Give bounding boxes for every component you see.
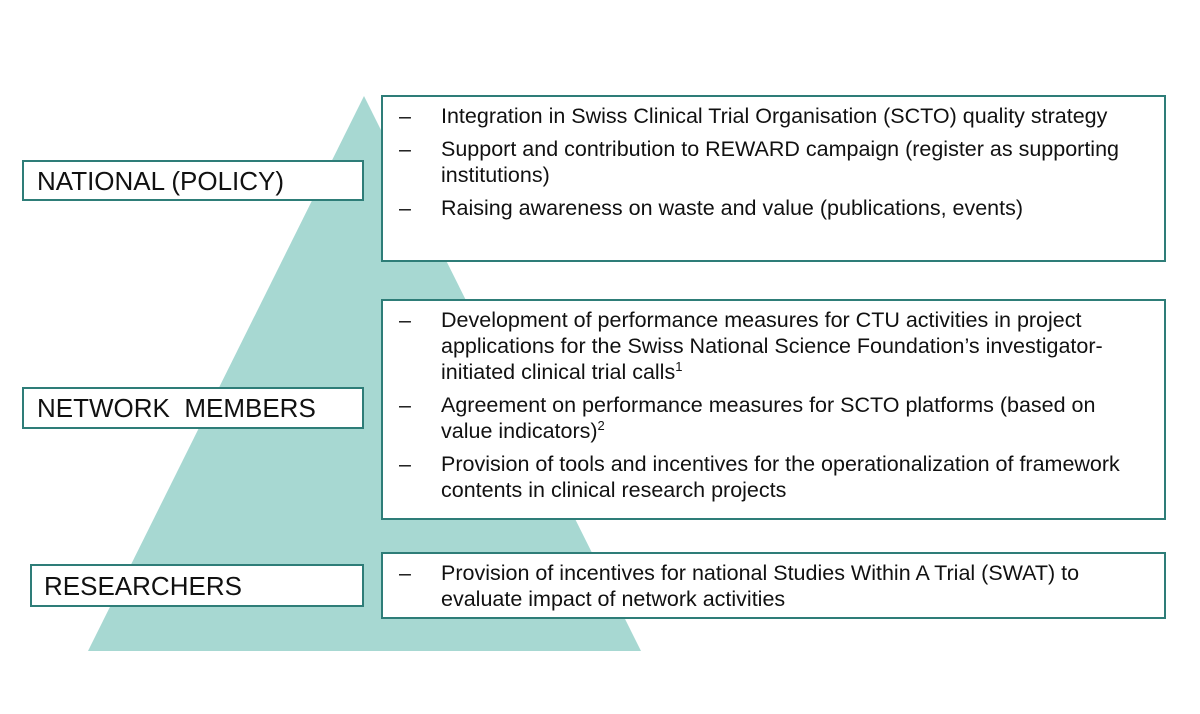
- item-text: Raising awareness on waste and value (publications, events): [441, 196, 1024, 220]
- dash-bullet: –: [399, 452, 411, 476]
- items-box-national: [381, 95, 1166, 262]
- item-text: Development of performance measures for CTU activities in project applications for the Swiss National Science Foundation’s investigator-initiated clinical trial calls$^1$: [441, 308, 1103, 384]
- item-text: Integration in Swiss Clinical Trial Organisation (SCTO) quality strategy: [441, 104, 1108, 128]
- item-text: Agreement on performance measures for SCTO platforms (based on value indicators)$^2$: [441, 393, 1096, 443]
- item-text: Support and contribution to REWARD campaign (register as supporting institutions): [441, 137, 1119, 187]
- items-box-researchers: [381, 552, 1166, 619]
- item-list-researchers: [393, 560, 1150, 612]
- dash-bullet: –: [399, 196, 411, 220]
- list-item: [393, 392, 1150, 444]
- list-item: [393, 307, 1150, 385]
- list-item: [393, 451, 1150, 503]
- footnote-marker: 1: [675, 358, 683, 374]
- dash-bullet: –: [399, 104, 411, 128]
- item-text: Provision of incentives for national Studies Within A Trial (SWAT) to evaluate impact of network activities: [441, 561, 1080, 611]
- level-label-national: NATIONAL (POLICY): [22, 160, 364, 201]
- list-item: [393, 103, 1150, 129]
- item-list-network-members: [393, 307, 1150, 503]
- dash-bullet: –: [399, 561, 411, 585]
- list-item: [393, 136, 1150, 188]
- dash-bullet: –: [399, 137, 411, 161]
- items-box-network-members: [381, 299, 1166, 520]
- item-text: Provision of tools and incentives for the operationalization of framework contents in clinical research projects: [441, 452, 1120, 502]
- item-list-national: [393, 103, 1150, 221]
- level-label-researchers: RESEARCHERS: [30, 564, 364, 607]
- footnote-marker: 2: [597, 417, 605, 433]
- level-label-network-members: NETWORK MEMBERS: [22, 387, 364, 429]
- dash-bullet: –: [399, 308, 411, 332]
- list-item: [393, 195, 1150, 221]
- dash-bullet: –: [399, 393, 411, 417]
- list-item: [393, 560, 1150, 612]
